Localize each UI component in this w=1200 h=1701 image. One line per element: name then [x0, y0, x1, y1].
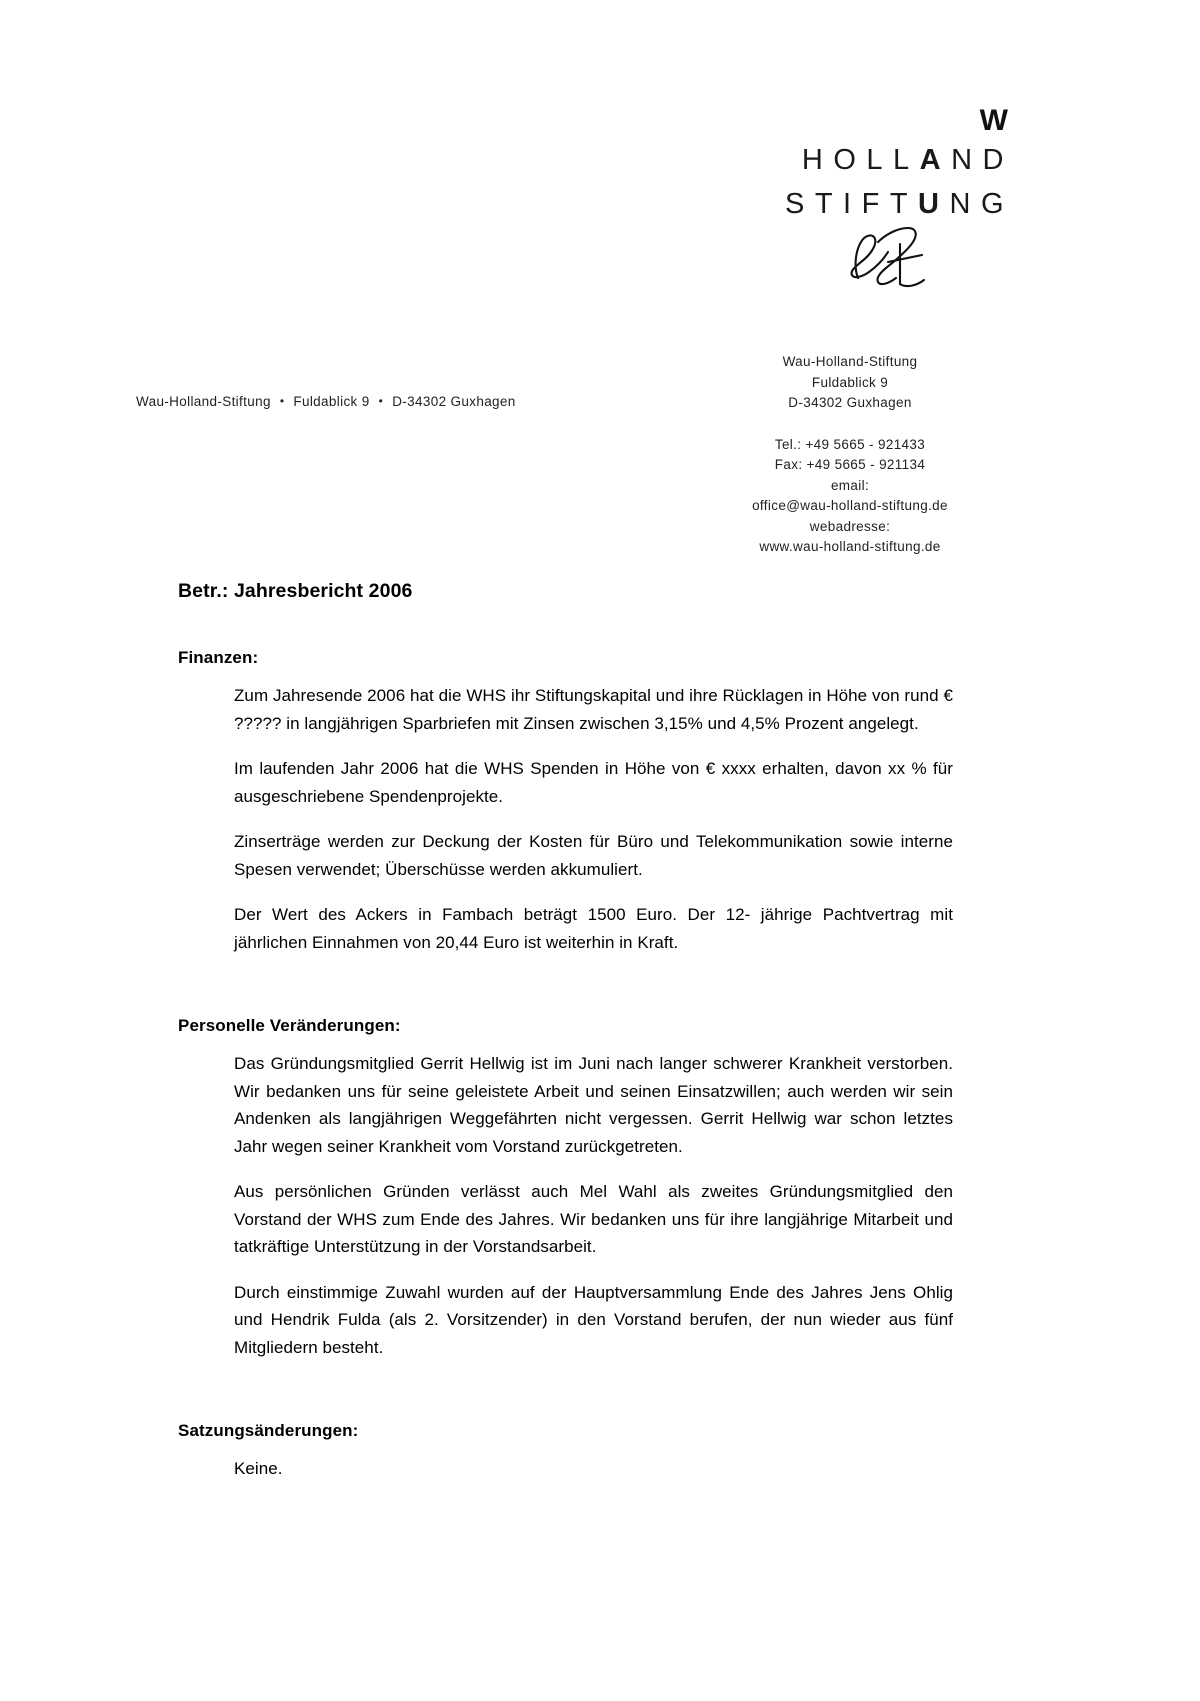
sender-separator-2: •	[378, 394, 384, 408]
section-heading: Satzungsänderungen:	[178, 1421, 359, 1440]
paragraph: Der Wert des Ackers in Fambach beträgt 1500 Euro. Der 12- jährige Pachtvertrag mit jährlichen Einnahmen von 20,44 Euro ist weiterhin in Kraft.	[234, 905, 953, 952]
logo-stiftung-bold-u: U	[918, 188, 950, 220]
letterhead-logo	[724, 104, 1014, 290]
sender-street: Fuldablick 9	[293, 394, 370, 409]
logo-stiftung-pre: STIFT	[785, 188, 919, 220]
section-heading: Finanzen:	[178, 648, 259, 667]
contact-org: Wau-Holland-Stiftung	[782, 354, 918, 369]
document-body	[178, 648, 953, 1497]
contact-fax: Fax: +49 5665 - 921134	[774, 457, 926, 472]
paragraph: Das Gründungsmitglied Gerrit Hellwig ist im Juni nach langer schwerer Krankheit verstorben. Wir bedanken uns für seine geleistete Arbeit und seinen Einsatzwillen; auch werden wir sein Andenken als langjährigen Weggefährten nicht vergessen. Gerrit Hellwig war schon letztes Jahr wegen seiner Krankheit vom Vorstand zurückgetreten.	[234, 1054, 953, 1156]
logo-holland	[724, 138, 1014, 182]
signature-icon	[724, 228, 1014, 290]
contact-email-label: email:	[830, 477, 870, 493]
paragraph: Im laufenden Jahr 2006 hat die WHS Spenden in Höhe von € xxxx erhalten, davon xx % für ausgeschriebene Spendenprojekte.	[234, 759, 953, 806]
contact-web-label: webadresse:	[809, 518, 891, 534]
paragraph: Keine.	[234, 1459, 283, 1478]
logo-holland-pre: HOLL	[801, 144, 920, 176]
contact-telephone: Tel.: +49 5665 - 921433	[774, 436, 926, 452]
sender-city: D-34302 Guxhagen	[392, 394, 516, 409]
section-heading: Personelle Veränderungen:	[178, 1016, 401, 1035]
section-spacer	[178, 1375, 953, 1401]
contact-address-block	[690, 352, 1010, 558]
section-spacer	[178, 970, 953, 996]
logo-stiftung-post: NG	[949, 188, 1014, 220]
section-finanzen	[178, 648, 953, 956]
contact-email-value[interactable]: office@wau-holland-stiftung.de	[752, 498, 948, 513]
contact-spacer	[690, 414, 1010, 435]
paragraph: Aus persönlichen Gründen verlässt auch Mel Wahl als zweites Gründungsmitglied den Vorstand der WHS zum Ende des Jahres. Wir bedanken uns für ihre langjährige Mitarbeit und tatkräftige Unterstützung in der Vorstandsarbeit.	[234, 1182, 953, 1256]
section-satzungsaenderungen	[178, 1421, 953, 1483]
sender-org: Wau-Holland-Stiftung	[136, 394, 271, 409]
contact-street: Fuldablick 9	[811, 374, 889, 390]
logo-stiftung	[724, 182, 1014, 226]
section-personelle-veraenderungen	[178, 1016, 953, 1361]
paragraph: Zinserträge werden zur Deckung der Kosten für Büro und Telekommunikation sowie interne Spesen verwendet; Überschüsse werden akkumuliert.	[234, 832, 953, 879]
paragraph: Zum Jahresende 2006 hat die WHS ihr Stiftungskapital und ihre Rücklagen in Höhe von rund € ????? in langjährigen Sparbriefen mit Zinsen zwischen 3,15% und 4,5% Prozent angelegt.	[234, 686, 953, 733]
contact-city: D-34302 Guxhagen	[788, 395, 912, 410]
logo-holland-bold-a: A	[919, 144, 952, 176]
document-subject: Betr.: Jahresbericht 2006	[178, 580, 413, 602]
sender-separator-1: •	[279, 394, 285, 408]
sender-address-line	[136, 394, 516, 409]
logo-w-letter: W	[979, 104, 1008, 137]
paragraph: Durch einstimmige Zuwahl wurden auf der Hauptversammlung Ende des Jahres Jens Ohlig und Hendrik Fulda (als 2. Vorsitzender) in den Vorstand berufen, der nun wieder aus fünf Mitgliedern besteht.	[234, 1282, 953, 1357]
logo-holland-post: ND	[951, 144, 1014, 176]
contact-web-value[interactable]: www.wau-holland-stiftung.de	[759, 539, 941, 554]
